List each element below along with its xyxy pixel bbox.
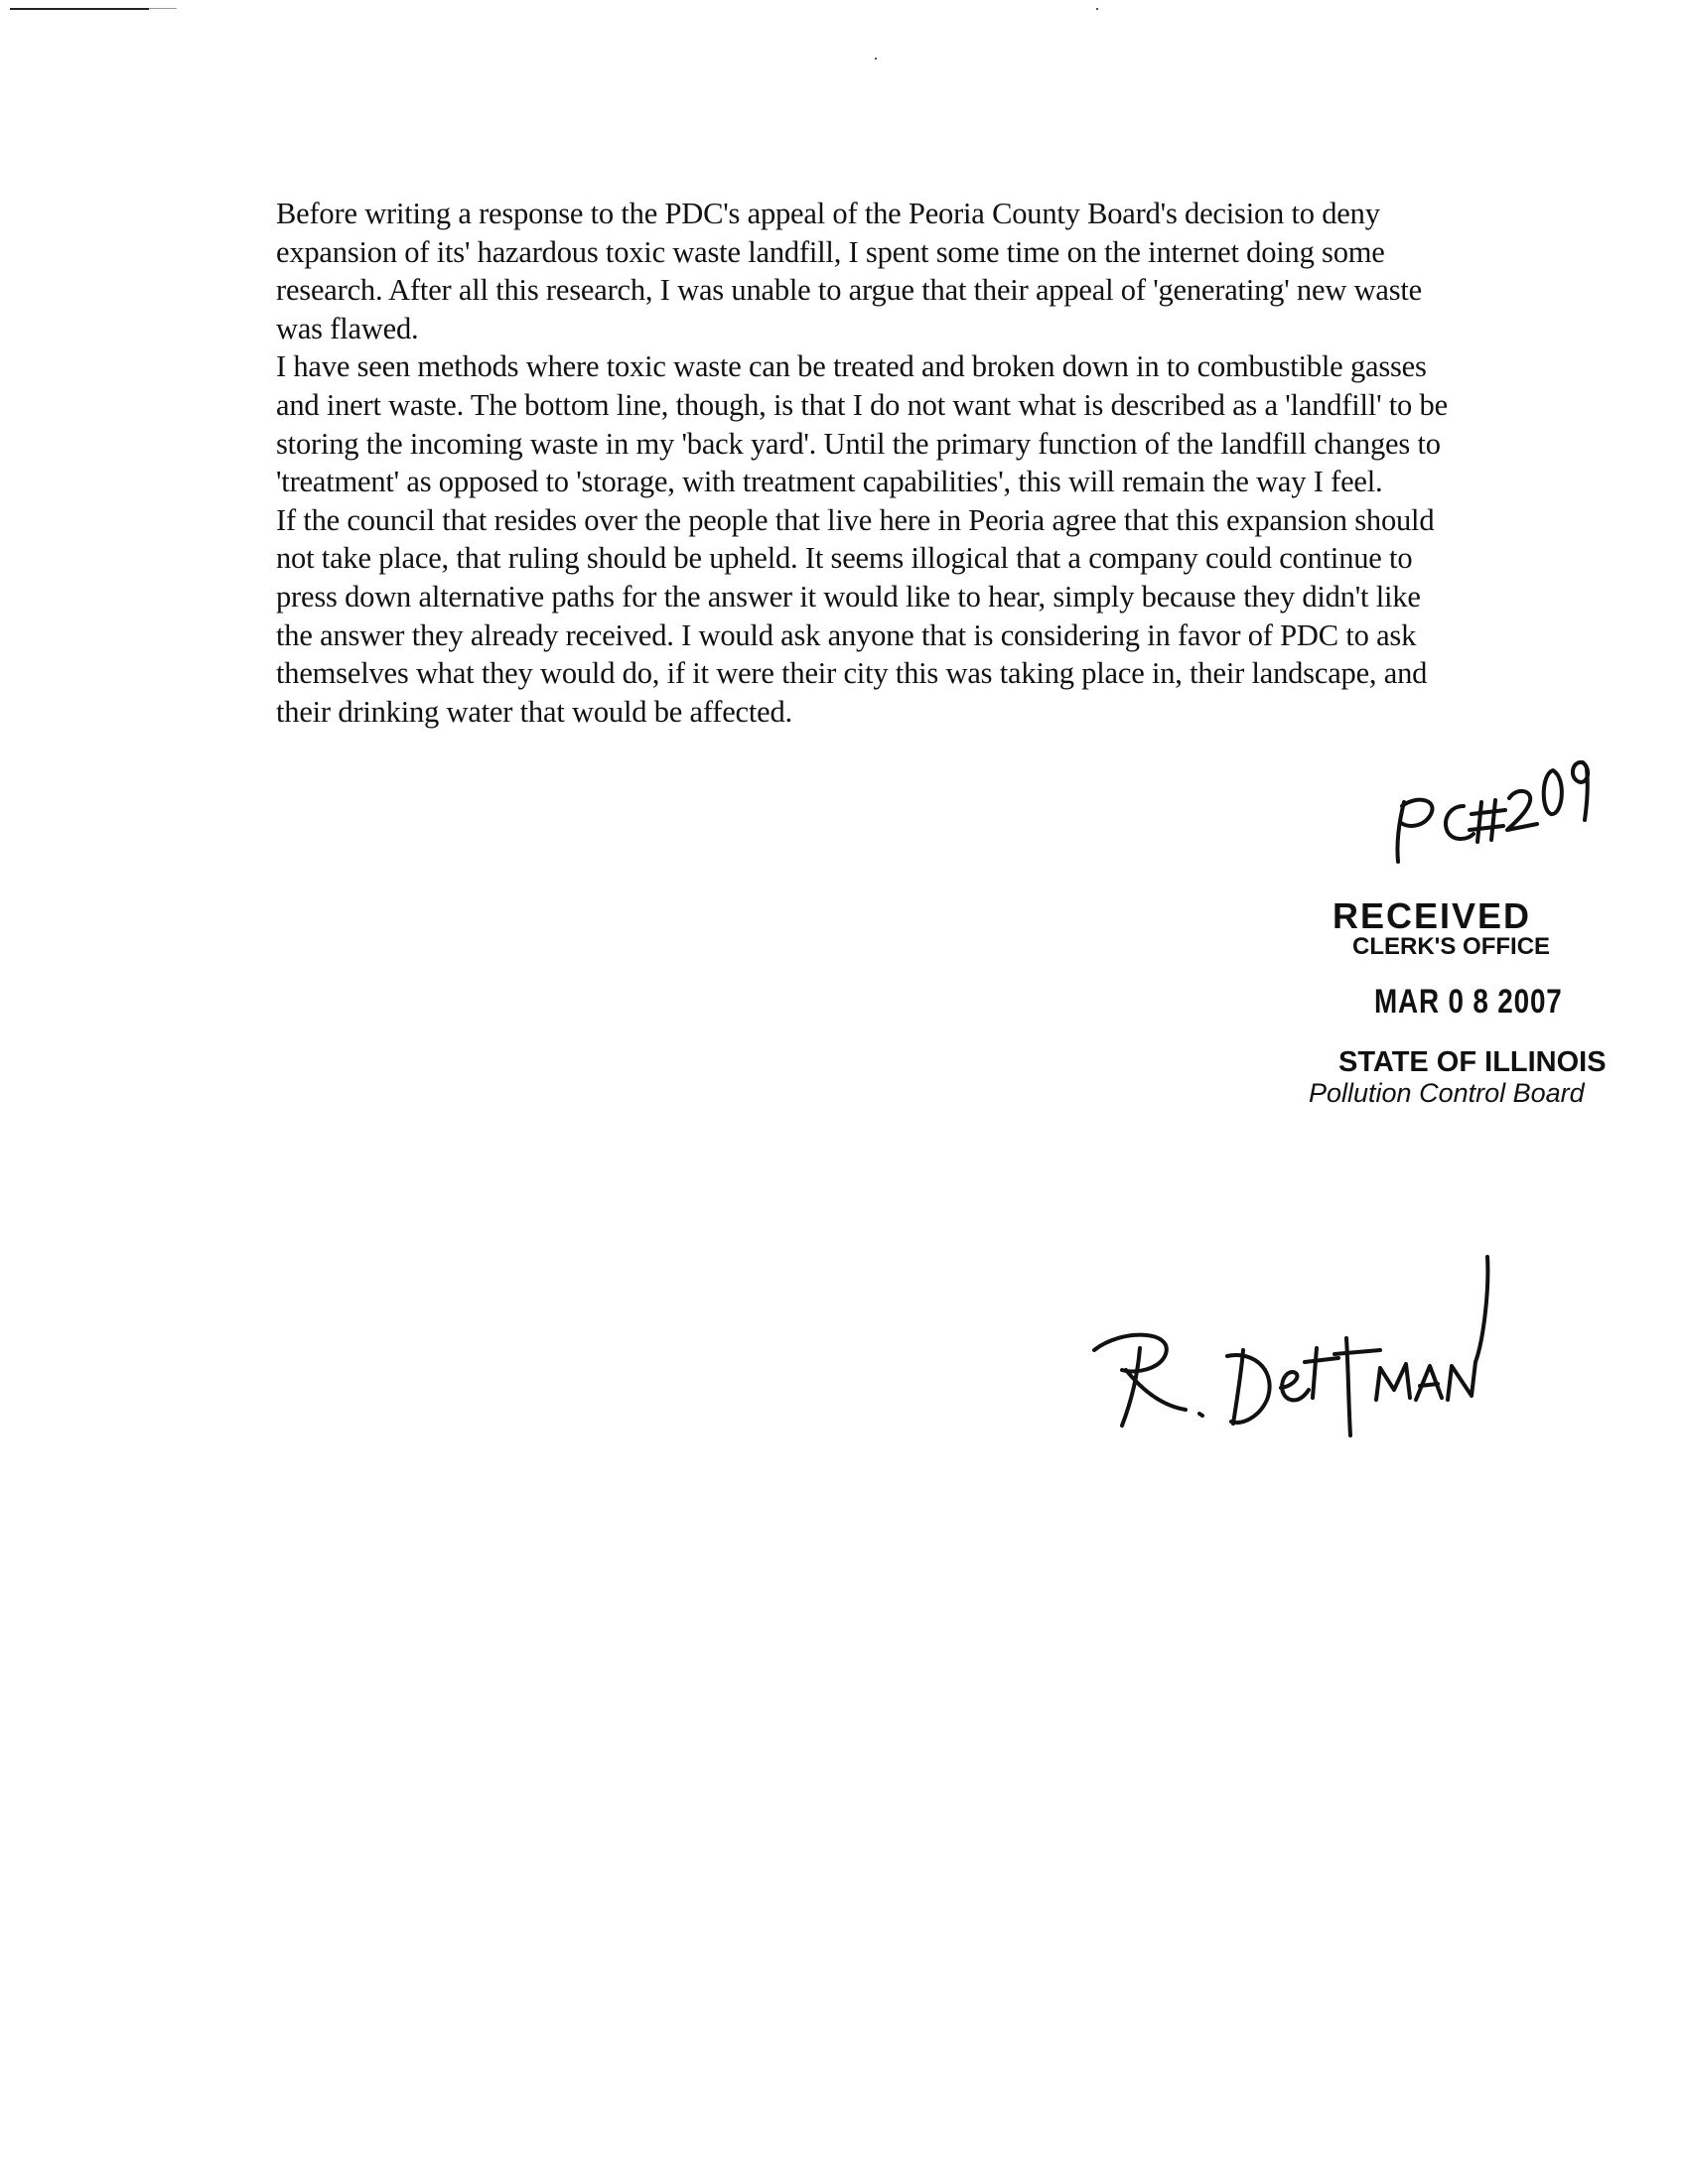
letter-body [276,195,1448,731]
letter-paragraph-3: If the council that resides over the people that live here in Peoria agree that this expansion should not take place, that ruling should be upheld. It seems illogical that a company could continue to press down alternative paths for the answer it would like to hear, simply because they didn't like the answer they already received. I would ask anyone that is considering in favor of PDC to ask themselves what they would do, if it were their city this was taking place in, their landscape, and their drinking water that would be affected. [276,502,1435,729]
signature [1082,1251,1519,1449]
handwritten-pc-number [1378,751,1597,870]
stamp-clerk-office: CLERK'S OFFICE [1352,933,1551,960]
scan-edge-line-faint [149,8,177,9]
scan-speck [875,58,877,60]
stamp-date: MAR 0 8 2007 [1374,983,1563,1021]
stamp-state: STATE OF ILLINOIS [1338,1046,1607,1078]
letter-paragraph-1: Before writing a response to the PDC's appeal of the Peoria County Board's decision to deny expansion of its' hazardous toxic waste landfill, I spent some time on the internet doing some research. After all this research, I was unable to argue that their appeal of 'generating' new waste was flawed. [276,197,1423,345]
stamp-received: RECEIVED [1333,895,1532,936]
letter-paragraph-2: I have seen methods where toxic waste can be treated and broken down in to combustible gasses and inert waste. The bottom line, though, is that I do not want what is described as a 'landfill' to be storing the incoming waste in my 'back yard'. Until the primary function of the landfill changes to 'treatment' as opposed to 'storage, with treatment capabilities', this will remain the way I feel. [276,349,1448,499]
scan-speck [1096,8,1098,10]
stamp-board: Pollution Control Board [1309,1078,1585,1108]
scan-edge-line [10,8,149,10]
